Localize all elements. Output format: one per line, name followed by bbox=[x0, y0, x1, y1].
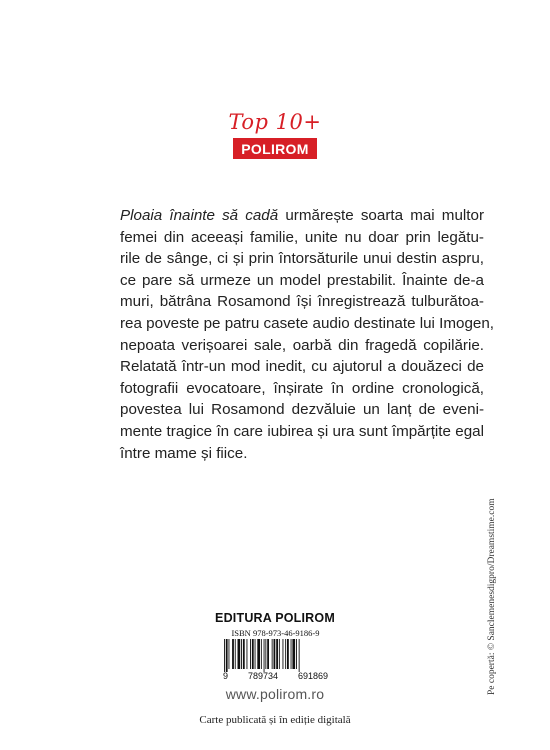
barcode-bar bbox=[291, 639, 292, 669]
ean-left-group: 789734 bbox=[247, 671, 278, 681]
isbn-barcode-block bbox=[221, 628, 330, 681]
blurb-line: rea poveste pe patru casete audio destinate lui Imogen, bbox=[120, 314, 495, 332]
blurb-line: fotografii evocatoare, înșirate în ordine cronologică, bbox=[120, 379, 484, 397]
cover-photo-credit: Pe copertă: © Sanclemenesdigpro/Dreamstime.com bbox=[487, 498, 497, 695]
back-cover-blurb bbox=[120, 205, 495, 464]
barcode-bar bbox=[241, 639, 242, 669]
barcode-bar bbox=[296, 639, 297, 669]
blurb-line: muri, bătrâna Rosamond își înregistrează tulburătoa- bbox=[120, 293, 484, 311]
barcode-bar bbox=[252, 639, 254, 669]
barcode-icon bbox=[221, 639, 330, 672]
barcode-bar bbox=[274, 639, 276, 669]
ean-right-group: 691869 bbox=[297, 671, 328, 681]
series-logo bbox=[0, 110, 550, 159]
isbn-text: ISBN 978-973-46-9186-9 bbox=[231, 628, 320, 638]
barcode-bar bbox=[243, 639, 245, 669]
barcode-bar bbox=[283, 639, 284, 669]
blurb-line: mente tragice în care iubirea și ura sunt împărțite egal bbox=[120, 422, 484, 440]
book-title: Ploaia înainte să cadă bbox=[120, 207, 279, 224]
barcode-bar bbox=[226, 639, 228, 672]
barcode-bar bbox=[257, 639, 260, 669]
series-script-text: Top 10+ bbox=[228, 110, 322, 134]
barcode-bar bbox=[292, 639, 295, 669]
barcode-bar bbox=[267, 639, 269, 669]
publisher-name: EDITURA POLIROM bbox=[215, 611, 335, 625]
blurb-line: Ploaia înainte să cadă urmărește soarta mai multor bbox=[120, 207, 484, 224]
barcode-bar bbox=[276, 639, 278, 669]
blurb-line: ce pare să urmeze un model prestabilit. Înainte de-a bbox=[120, 271, 484, 289]
publisher-website: www.polirom.ro bbox=[225, 686, 325, 702]
blurb-line: femei din aceeași familie, unite nu doar prin legătu- bbox=[120, 228, 484, 246]
barcode-bar bbox=[299, 639, 300, 672]
ean-first-digit: 9 bbox=[223, 671, 229, 681]
barcode-bar bbox=[235, 639, 236, 669]
barcode-bar bbox=[287, 639, 289, 669]
barcode-bar bbox=[247, 639, 248, 669]
barcode-bar bbox=[238, 639, 241, 669]
barcode-bar bbox=[261, 639, 262, 669]
ean-digits bbox=[221, 671, 330, 681]
barcode-bar bbox=[232, 639, 234, 669]
barcode-bar bbox=[250, 639, 251, 669]
publisher-logo-box: POLIROM bbox=[233, 138, 316, 159]
barcode-bar bbox=[272, 639, 273, 669]
blurb-line: povestea lui Rosamond dezvăluie un lanț de eveni- bbox=[120, 401, 484, 419]
barcode-bar bbox=[279, 639, 280, 669]
barcode-bar bbox=[224, 639, 225, 672]
barcode-bar bbox=[264, 639, 265, 672]
blurb-line: între mame și fiice. bbox=[120, 444, 248, 462]
barcode-bar bbox=[265, 639, 266, 669]
barcode-bar bbox=[255, 639, 256, 669]
digital-edition-note: Carte publicată și în ediție digitală bbox=[199, 714, 351, 726]
blurb-line: nepoata verișoarei sale, oarbă din fragedă copilărie. bbox=[120, 336, 484, 354]
blurb-line: Relatată într-un mod inedit, cu ajutorul a douăzeci de bbox=[120, 358, 484, 376]
blurb-line: rile de sânge, ci și prin întorsăturile unui destin aspru, bbox=[120, 250, 484, 268]
barcode-bar bbox=[285, 639, 286, 669]
barcode-bar bbox=[229, 639, 230, 669]
